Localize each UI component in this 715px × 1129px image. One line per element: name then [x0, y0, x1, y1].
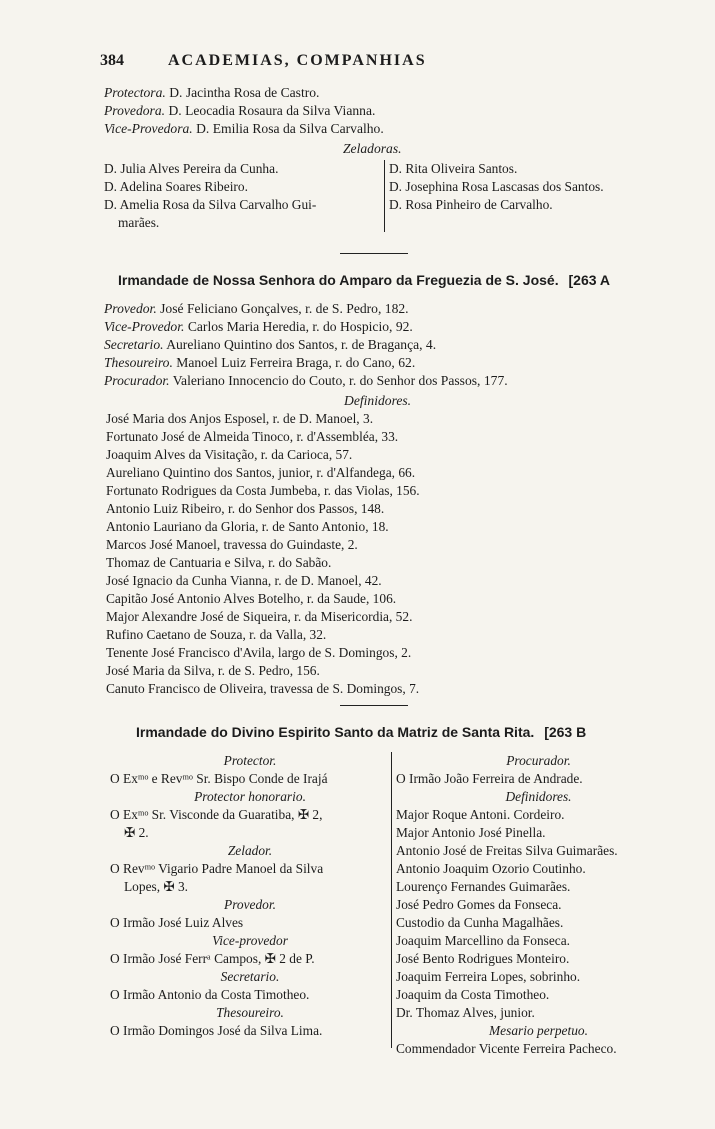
section-reference: [263 A — [568, 272, 611, 288]
page-number: 384 — [100, 52, 124, 69]
procurador-heading: Procurador. — [506, 753, 571, 768]
running-header — [100, 52, 427, 70]
officer-line: Secretario. Aureliano Quintino dos Santos, r. de Bragança, 4. — [104, 337, 437, 352]
list-item: Tenente José Francisco d'Avila, largo de S. Domingos, 2. — [106, 645, 412, 660]
zeladora-name: D. Josephina Rosa Lascasas dos Santos. — [389, 179, 604, 194]
mesario-heading: Mesario perpetuo. — [489, 1023, 588, 1038]
list-item: Antonio Lauriano da Gloria, r. de Santo Antonio, 18. — [106, 519, 389, 534]
zeladoras-left-column — [104, 160, 382, 232]
protector-honorario-line: ✠ 2. — [124, 825, 149, 840]
definidores-heading: Definidores. — [505, 789, 572, 804]
thesoureiro-line: O Irmão Domingos José da Silva Lima. — [110, 1023, 323, 1038]
right-column-officers — [396, 752, 681, 1058]
list-item: Major Alexandre José de Siqueira, r. da Misericordia, 52. — [106, 609, 413, 624]
definidores-heading: Definidores. — [344, 393, 412, 408]
definidores-list — [106, 410, 686, 698]
zeladoras-right-column — [389, 160, 679, 214]
vice-provedor-line: O Irmão José Ferrᵃ Campos, ✠ 2 de P. — [110, 951, 315, 966]
zeladora-name: D. Adelina Soares Ribeiro. — [104, 179, 248, 194]
zeladora-name: D. Rosa Pinheiro de Carvalho. — [389, 197, 553, 212]
section-reference: [263 B — [544, 724, 587, 740]
list-item: Major Antonio José Pinella. — [396, 825, 546, 840]
thesoureiro-heading: Thesoureiro. — [216, 1005, 284, 1020]
list-item: Fortunato José de Almeida Tinoco, r. d'Assembléa, 33. — [106, 429, 399, 444]
officer-line: Vice-Provedor. Carlos Maria Heredia, r. do Hospicio, 92. — [104, 319, 413, 334]
list-item: Joaquim Ferreira Lopes, sobrinho. — [396, 969, 581, 984]
officer-line: Thesoureiro. Manoel Luiz Ferreira Braga, r. do Cano, 62. — [104, 355, 416, 370]
protector-honorario-line: O Exᵐᵒ Sr. Visconde da Guaratiba, ✠ 2, — [110, 807, 323, 822]
list-item: José Bento Rodrigues Monteiro. — [396, 951, 570, 966]
provedor-line: O Irmão José Luiz Alves — [110, 915, 244, 930]
section-title-espirito-santo: Irmandade do Divino Espirito Santo da Matriz de Santa Rita. [263 B — [136, 724, 587, 740]
zeladoras-heading: Zeladoras. — [343, 141, 402, 156]
column-divider — [384, 160, 385, 232]
list-item: Joaquim Alves da Visitação, r. da Carioca, 57. — [106, 447, 353, 462]
list-item: Rufino Caetano de Souza, r. da Valla, 32. — [106, 627, 327, 642]
zelador-line: Lopes, ✠ 3. — [124, 879, 189, 894]
zeladora-name-continued: marães. — [118, 215, 160, 230]
list-item: Custodio da Cunha Magalhães. — [396, 915, 564, 930]
list-item: José Maria da Silva, r. de S. Pedro, 156. — [106, 663, 320, 678]
zelador-line: O Revᵐᵒ Vigario Padre Manoel da Silva — [110, 861, 324, 876]
protector-heading: Protector. — [223, 753, 277, 768]
list-item: Lourenço Fernandes Guimarães. — [396, 879, 571, 894]
list-item: Antonio Joaquim Ozorio Coutinho. — [396, 861, 586, 876]
list-item: Marcos José Manoel, travessa do Guindaste, 2. — [106, 537, 358, 552]
list-item: Major Roque Antoni. Cordeiro. — [396, 807, 565, 822]
section-divider — [340, 253, 408, 254]
list-item: Fortunato Rodrigues da Costa Jumbeba, r. das Violas, 156. — [106, 483, 420, 498]
protector-honorario-heading: Protector honorario. — [194, 789, 306, 804]
vice-provedor-heading: Vice-provedor — [212, 933, 288, 948]
list-item: Canuto Francisco de Oliveira, travessa de S. Domingos, 7. — [106, 681, 420, 696]
list-item: Thomaz de Cantuaria e Silva, r. do Sabão. — [106, 555, 332, 570]
officer-line-provedora: Provedora. D. Leocadia Rosaura da Silva Vianna. — [104, 103, 376, 118]
section-divider — [340, 705, 408, 706]
section-title-amparo: Irmandade de Nossa Senhora do Amparo da Freguezia de S. José. [263 A — [118, 272, 611, 288]
secretario-line: O Irmão Antonio da Costa Timotheo. — [110, 987, 310, 1002]
mesario-line: Commendador Vicente Ferreira Pacheco. — [396, 1041, 617, 1056]
zeladora-name: D. Rita Oliveira Santos. — [389, 161, 518, 176]
zeladora-name: D. Amelia Rosa da Silva Carvalho Gui- — [104, 197, 317, 212]
officer-line-protectora: Protectora. D. Jacintha Rosa de Castro. — [104, 85, 320, 100]
list-item: Capitão José Antonio Alves Botelho, r. da Saude, 106. — [106, 591, 397, 606]
secretario-heading: Secretario. — [220, 969, 280, 984]
list-item: Aureliano Quintino dos Santos, junior, r. d'Alfandega, 66. — [106, 465, 416, 480]
list-item: Antonio José de Freitas Silva Guimarães. — [396, 843, 618, 858]
officer-line: Procurador. Valeriano Innocencio do Couto, r. do Senhor dos Passos, 177. — [104, 373, 508, 388]
protector-line: O Exᵐᵒ e Revᵐᵒ Sr. Bispo Conde de Irajá — [110, 771, 328, 786]
procurador-line: O Irmão João Ferreira de Andrade. — [396, 771, 583, 786]
list-item: José Maria dos Anjos Esposel, r. de D. Manoel, 3. — [106, 411, 374, 426]
running-title: ACADEMIAS, COMPANHIAS — [168, 52, 427, 69]
list-item: Antonio Luiz Ribeiro, r. do Senhor dos Passos, 148. — [106, 501, 385, 516]
column-divider — [391, 752, 392, 1048]
list-item: Joaquim da Costa Timotheo. — [396, 987, 550, 1002]
list-item: Joaquim Marcellino da Fonseca. — [396, 933, 571, 948]
provedor-heading: Provedor. — [224, 897, 276, 912]
list-item: José Pedro Gomes da Fonseca. — [396, 897, 562, 912]
zeladora-name: D. Julia Alves Pereira da Cunha. — [104, 161, 279, 176]
zelador-heading: Zelador. — [227, 843, 273, 858]
list-item: Dr. Thomaz Alves, junior. — [396, 1005, 535, 1020]
left-column-officers — [110, 752, 390, 1040]
list-item: José Ignacio da Cunha Vianna, r. de D. Manoel, 42. — [106, 573, 382, 588]
officer-line: Provedor. José Feliciano Gonçalves, r. de S. Pedro, 182. — [104, 301, 409, 316]
officer-line-vice-provedora: Vice-Provedora. D. Emilia Rosa da Silva Carvalho. — [104, 121, 384, 136]
